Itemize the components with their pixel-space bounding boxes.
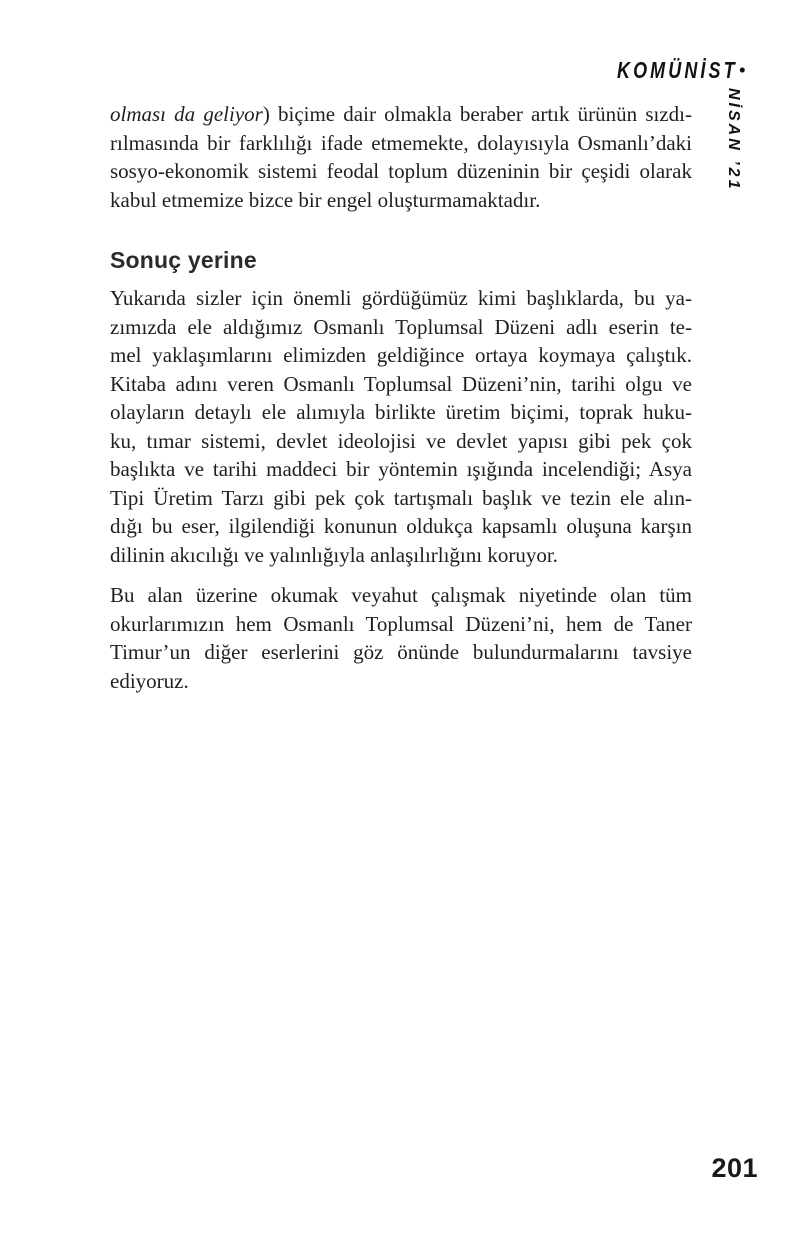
text-line: olayların detaylı ele alımıyla birlikte üretim biçimi, toprak huku- <box>110 400 692 424</box>
text-line <box>110 100 692 129</box>
text-line: dığı bu eser, ilgilendiği konunun oldukça kapsamlı oluşuna karşın <box>110 514 692 538</box>
issue-date-vertical: NİSAN ’21 <box>725 88 742 192</box>
section-heading: Sonuç yerine <box>110 247 257 273</box>
text-line-rest: ) biçime dair olmakla beraber artık ürünün sızdı- <box>262 102 692 126</box>
article-body <box>110 100 692 695</box>
paragraph-1 <box>110 100 692 214</box>
text-line: rılmasında bir farklılığı ifade etmemekte, dolayısıyla Osmanlı’daki <box>110 130 692 155</box>
text-line: ku, tımar sistemi, devlet ideolojisi ve devlet yapısı gibi pek çok <box>110 428 692 453</box>
text-line: Tipi Üretim Tarzı gibi pek çok tartışmalı başlık ve tezin ele alın- <box>110 485 692 510</box>
text-line: zımızda ele aldığımız Osmanlı Toplumsal Düzeni adlı eserin te- <box>110 314 692 339</box>
text-line: Yukarıda sizler için önemli gördüğümüz kimi başlıklarda, bu ya- <box>110 286 692 310</box>
paragraph-2 <box>110 284 692 569</box>
bullet-separator-icon: • <box>738 58 746 82</box>
italic-lead-text: olması da geliyor <box>110 102 263 126</box>
text-line: Kitaba adını veren Osmanlı Toplumsal Düzeni’nin, tarihi olgu ve <box>110 371 692 396</box>
page-number: 201 <box>711 1153 758 1183</box>
text-line: mel yaklaşımlarını elimizden geldiğince ortaya koymaya çalıştık. <box>110 343 692 367</box>
magazine-title: KOMÜNİST <box>616 57 738 83</box>
text-line: dilinin akıcılığı ve yalınlığıyla anlaşılırlığını koruyor. <box>110 542 558 567</box>
text-line: sosyo-ekonomik sistemi feodal toplum düzeninin bir çeşidi olarak <box>110 159 692 183</box>
text-line: Bu alan üzerine okumak veyahut çalışmak niyetinde olan tüm <box>110 583 692 607</box>
text-line: başlıkta ve tarihi maddeci bir yöntemin ışığında incelendiği; Asya <box>110 457 692 481</box>
masthead <box>583 57 746 84</box>
text-line: Timur’un diğer eserlerini göz önünde bulundurmalarını tavsiye <box>110 640 692 664</box>
text-line: ediyoruz. <box>110 668 189 693</box>
paragraph-3 <box>110 581 692 695</box>
text-line: kabul etmemize bizce bir engel oluşturmamaktadır. <box>110 187 541 212</box>
text-line: okurlarımızın hem Osmanlı Toplumsal Düzeni’ni, hem de Taner <box>110 611 692 636</box>
